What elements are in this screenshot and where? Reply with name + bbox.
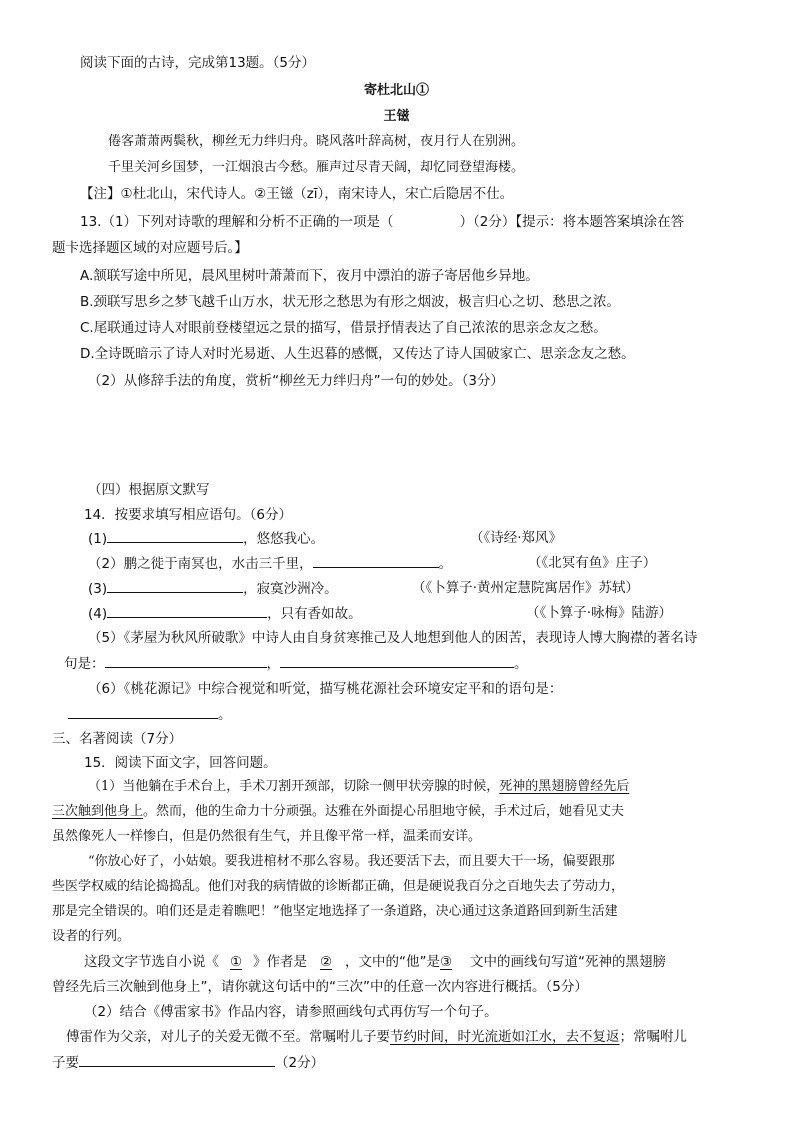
q13-sub2: （2）从修辞手法的角度，赏析“柳丝无力绊归舟”一句的妙处。（3分） — [88, 373, 504, 389]
q15-p2-line-2: 些医学权威的结论捣捣乱。他们对我的病情做的诊断都正确，但是硬说我百分之百地失去了劳动力， — [52, 879, 625, 894]
q14-item-5: （5）《茅屋为秋风所破歌》中诗人由自身贫寒推己及人地想到他人的困苦，表现诗人博大胸襟的著名诗 — [88, 630, 698, 646]
q14-5-end: 。 — [514, 656, 528, 672]
q15-p3-text-1: 这段文字节选自小说《 — [84, 954, 219, 970]
q15-p3-text-4: 文中的画线句写道“死神的黑翅膀 — [470, 954, 666, 970]
q14-item-2 — [88, 553, 452, 574]
q14-4-text: ，只有香如故。 — [267, 606, 362, 622]
q15-p2-line-4: 设者的行列。 — [52, 929, 131, 944]
q15-p4b-text-1: 子要 — [52, 1055, 79, 1071]
q14-3-source: （《卜算子·黄州定慧院寓居作》苏轼） — [412, 580, 640, 596]
q14-item-3 — [88, 578, 338, 599]
q15-blank-2[interactable]: ② — [319, 954, 333, 970]
q14-item-5b — [64, 653, 528, 674]
poem-line-2: 千里关河乡国梦，一江烟浪古今愁。雁声过尽青天阔，却忆同登望海楼。 — [108, 160, 525, 175]
q14-item-6b — [68, 704, 232, 725]
q13-stem — [80, 212, 684, 232]
q14-3-text: ，寂寞沙洲冷。 — [243, 581, 338, 597]
q15-p1-line-2 — [52, 802, 624, 822]
q14-5-label: 句是： — [64, 656, 105, 672]
q13-option-c: C.尾联通过诗人对眼前登楼望远之景的描写，借景抒情表达了自己浓浓的思亲念友之愁。 — [80, 320, 607, 336]
poem-line-1: 倦客萧萧两鬓秋，柳丝无力绊归舟。晓风落叶辞高树，夜月行人在别洲。 — [108, 134, 525, 149]
q15-p1a: （1）当他躺在手术台上，手术刀割开颈部，切除一侧甲状旁腺的时候， — [88, 779, 500, 794]
q15-p2-line-1: “你放心好了，小姑娘。要我进棺材不那么容易。我还要活下去，而且要大干一场，偏要跟那 — [88, 854, 615, 869]
q14-6-end: 。 — [218, 707, 232, 723]
q14-3-number: (3) — [88, 581, 108, 597]
q14-2-blank[interactable] — [313, 553, 439, 568]
q15-p1b: 。然而，他的生命力十分顽强。达雅在外面提心吊胆地守候，手术过后，她看见丈夫 — [143, 804, 625, 819]
q15-blank-1[interactable]: ① — [229, 954, 243, 970]
q15-p3-line-1 — [84, 952, 666, 972]
q15-p3-line-2: 曾经先后三次触到他身上”，请你就这句话中的“三次”中的任意一次内容进行概括。（5分） — [52, 979, 588, 995]
q13-option-d: D.全诗既暗示了诗人对时光易逝、人生迟暮的感慨，又传达了诗人国破家亡、思亲念友之愁。 — [80, 346, 635, 362]
q14-1-number: (1) — [88, 531, 108, 547]
q15-p4-line-2 — [52, 1052, 324, 1073]
q14-5-blank-1[interactable] — [105, 653, 267, 668]
q14-item-1 — [88, 528, 324, 549]
q14-stem: 14．按要求填写相应语句。（6分） — [84, 507, 293, 523]
q14-1-source: （《诗经·郑风》 — [470, 530, 563, 546]
q15-p4-line-1 — [66, 1027, 687, 1047]
poem-note: 【注】①杜北山，宋代诗人。②王镃（zī），南宋诗人，宋亡后隐居不仕。 — [80, 186, 514, 202]
poem-author: 王镃 — [383, 109, 410, 124]
q15-underlined-model-sentence: 节约时间，时光流逝如江水，去不复返 — [390, 1029, 620, 1045]
q15-imitation-blank[interactable] — [79, 1052, 275, 1067]
q14-item-6: （6）《桃花源记》中综合视觉和听觉，描写桃花源社会环境安定平和的语句是： — [88, 681, 563, 697]
q13-stem-c: 题卡选择题区域的对应题号后。】 — [52, 240, 248, 256]
q13-option-b: B.颈联写思乡之梦飞越千山万水，状无形之愁思为有形之烟波，极言归心之切、愁思之浓。 — [80, 294, 621, 310]
section-3-heading: 三、名著阅读（7分） — [52, 731, 183, 747]
q14-4-source: （《卜算子·咏梅》陆游） — [526, 605, 673, 621]
q15-p4-text-1: 傅雷作为父亲，对儿子的关爱无微不至。常嘱咐儿子要 — [66, 1029, 390, 1045]
q14-1-text: ，悠悠我心。 — [243, 531, 325, 547]
q14-2-text: （2）鹏之徙于南冥也，水击三千里， — [88, 556, 313, 572]
poem-title: 寄杜北山① — [363, 83, 429, 98]
q13-option-a: A.颔联写途中所见，晨风里树叶萧萧而下，夜月中漂泊的游子寄居他乡异地。 — [80, 268, 539, 284]
intro-text: 阅读下面的古诗，完成第13题。（5分） — [80, 55, 316, 71]
q14-5-comma: ， — [266, 656, 280, 672]
q14-3-blank[interactable] — [107, 578, 243, 593]
section-4-heading: （四）根据原文默写 — [88, 482, 210, 498]
q15-stem: 15．阅读下面文字，回答问题。 — [84, 755, 277, 771]
q15-blank-3[interactable]: ③ — [440, 954, 453, 970]
q14-5-blank-2[interactable] — [280, 653, 514, 668]
q15-p2-line-3: 那是完全错误的。咱们还是走着瞧吧！”他坚定地选择了一条道路，决心通过这条道路回到新生活建 — [52, 904, 618, 919]
q14-4-blank[interactable] — [107, 603, 267, 618]
q15-p4-text-2: ；常嘱咐儿 — [619, 1029, 687, 1045]
q14-item-4 — [88, 603, 362, 624]
q13-stem-a: 13.（1）下列对诗歌的理解和分析不正确的一项是（ — [80, 214, 394, 230]
q15-p4b-text-2: （2分） — [275, 1055, 325, 1071]
q15-p1-line-1 — [88, 777, 629, 797]
q15-p3-text-2: 》作者是 — [253, 954, 307, 970]
q15-p3-text-3: ，文中的“他”是 — [345, 954, 440, 970]
q15-underlined-sentence-2: 三次触到他身上 — [52, 804, 144, 819]
q14-2-end: 。 — [438, 556, 453, 572]
q15-p1-line-3: 虽然像死人一样惨白，但是仍然很有生气，并且像平常一样，温柔而安详。 — [52, 829, 482, 844]
q13-stem-b: ）（2分）【提示：将本题答案填涂在答 — [459, 214, 685, 230]
q15-sub2: （2）结合《傅雷家书》作品内容，请参照画线句式再仿写一个句子。 — [84, 1004, 498, 1020]
q14-6-blank[interactable] — [68, 704, 218, 719]
q14-2-source: （《北冥有鱼》庄子） — [528, 555, 657, 571]
q14-1-blank[interactable] — [107, 528, 243, 543]
q14-4-number: (4) — [88, 606, 108, 622]
q15-underlined-sentence-1: 死神的黑翅膀曾经先后 — [499, 779, 630, 794]
